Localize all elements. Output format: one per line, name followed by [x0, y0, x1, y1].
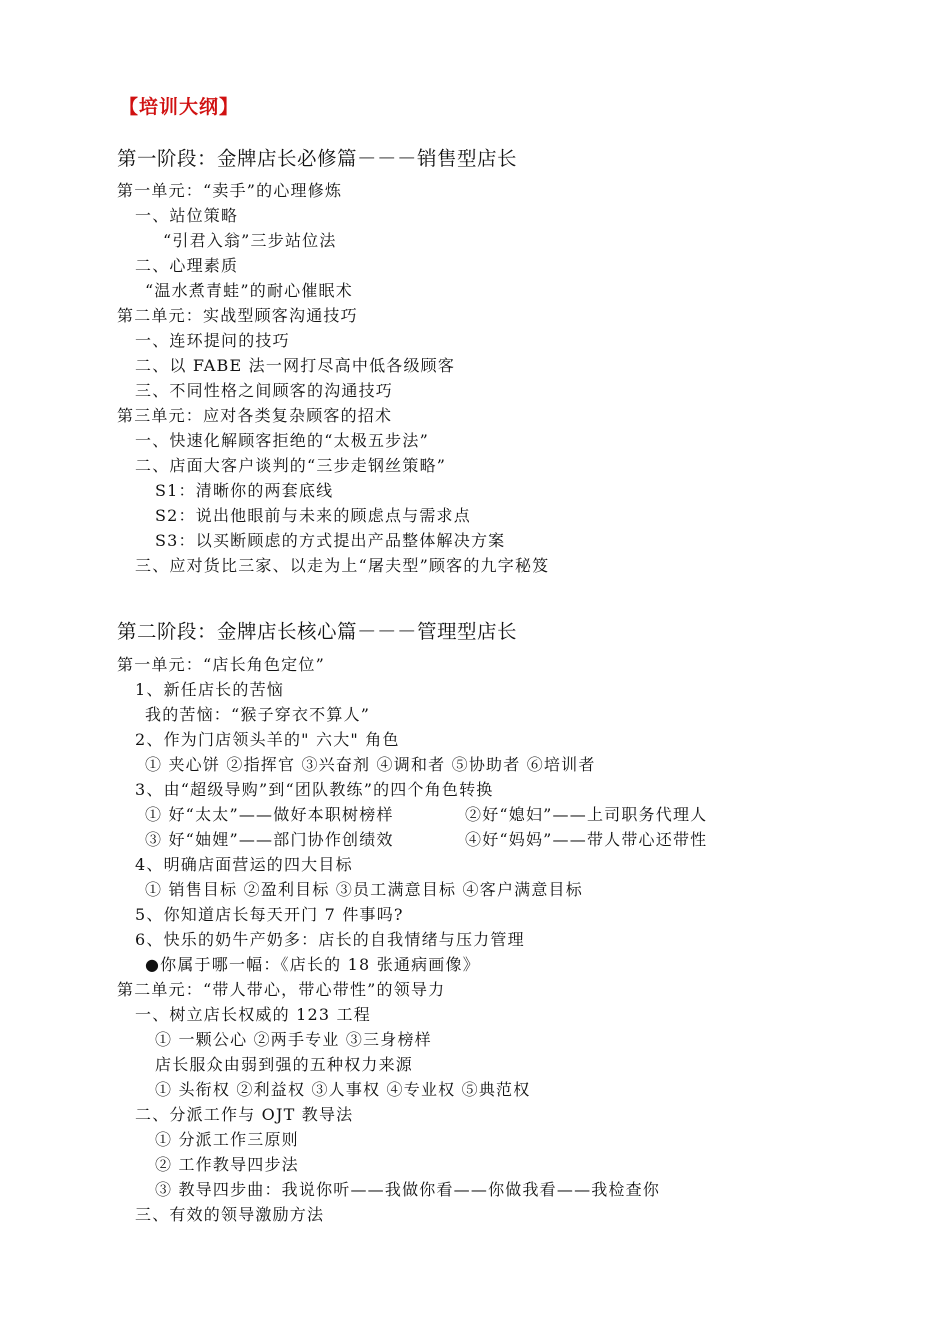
outline-subitem: 我的苦恼：“猴子穿衣不算人”	[145, 705, 371, 724]
stage2-title: 第二阶段：金牌店长核心篇－－－管理型店长	[117, 620, 518, 643]
outline-item: 二、以 FABE 法一网打尽高中低各级顾客	[135, 356, 456, 375]
outline-item: 一、树立店长权威的 123 工程	[135, 1005, 371, 1024]
unit-heading: 第二单元：实战型顾客沟通技巧	[117, 306, 358, 325]
outline-subitem: ① 好“太太”——做好本职树榜样	[145, 805, 394, 824]
stage1-title: 第一阶段：金牌店长必修篇－－－销售型店长	[117, 147, 518, 170]
outline-item: 二、心理素质	[135, 256, 239, 275]
outline-subitem: ③ 好“妯娌”——部门协作创绩效	[145, 830, 394, 849]
outline-subitem: S1：清晰你的两套底线	[155, 481, 334, 500]
outline-subitem: ③ 教导四步曲：我说你听——我做你看——你做我看——我检查你	[155, 1180, 661, 1199]
outline-subitem: 店长服众由弱到强的五种权力来源	[155, 1055, 414, 1074]
outline-item: 4、明确店面营运的四大目标	[135, 855, 353, 874]
outline-item: 一、连环提问的技巧	[135, 331, 290, 350]
outline-item: 二、店面大客户谈判的“三步走钢丝策略”	[135, 456, 447, 475]
outline-item: 3、由“超级导购”到“团队教练”的四个角色转换	[135, 780, 494, 799]
outline-subitem: ① 头衔权 ②利益权 ③人事权 ④专业权 ⑤典范权	[155, 1080, 531, 1099]
outline-item: 三、应对货比三家、以走为上“屠夫型”顾客的九字秘笈	[135, 556, 550, 575]
outline-item: 三、有效的领导激励方法	[135, 1205, 325, 1224]
outline-subitem: ●你属于哪一幅：《店长的 18 张通病画像》	[145, 955, 480, 974]
outline-item: 一、站位策略	[135, 206, 239, 225]
outline-item: 6、快乐的奶牛产奶多：店长的自我情绪与压力管理	[135, 930, 525, 949]
unit-heading: 第一单元：“店长角色定位”	[117, 655, 325, 674]
unit-heading: 第一单元：“卖手”的心理修炼	[117, 181, 343, 200]
outline-item: 二、分派工作与 OJT 教导法	[135, 1105, 354, 1124]
outline-subitem: “引君入翁”三步站位法	[163, 231, 337, 250]
outline-subitem: ① 一颗公心 ②两手专业 ③三身榜样	[155, 1030, 432, 1049]
outline-subitem: ②好“媳妇”——上司职务代理人	[465, 805, 708, 824]
outline-item: 5、你知道店长每天开门 7 件事吗?	[135, 905, 404, 924]
outline-subitem: ④好“妈妈”——带人带心还带性	[465, 830, 708, 849]
outline-item: 三、不同性格之间顾客的沟通技巧	[135, 381, 394, 400]
outline-subitem: S3：以买断顾虑的方式提出产品整体解决方案	[155, 531, 506, 550]
unit-heading: 第三单元：应对各类复杂顾客的招术	[117, 406, 393, 425]
outline-subitem: ② 工作教导四步法	[155, 1155, 299, 1174]
outline-item: 一、快速化解顾客拒绝的“太极五步法”	[135, 431, 429, 450]
outline-subitem: ① 销售目标 ②盈利目标 ③员工满意目标 ④客户满意目标	[145, 880, 583, 899]
outline-item: 2、作为门店领头羊的" 六大" 角色	[135, 730, 400, 749]
unit-heading: 第二单元：“带人带心，带心带性”的领导力	[117, 980, 446, 999]
outline-subitem: S2：说出他眼前与未来的顾虑点与需求点	[155, 506, 471, 525]
outline-subitem: ① 分派工作三原则	[155, 1130, 299, 1149]
outline-subitem: ① 夹心饼 ②指挥官 ③兴奋剂 ④调和者 ⑤协助者 ⑥培训者	[145, 755, 596, 774]
training-outline-heading: 【培训大纲】	[119, 96, 240, 118]
outline-item: 1、新任店长的苦恼	[135, 680, 284, 699]
outline-subitem: “温水煮青蛙”的耐心催眠术	[145, 281, 353, 300]
